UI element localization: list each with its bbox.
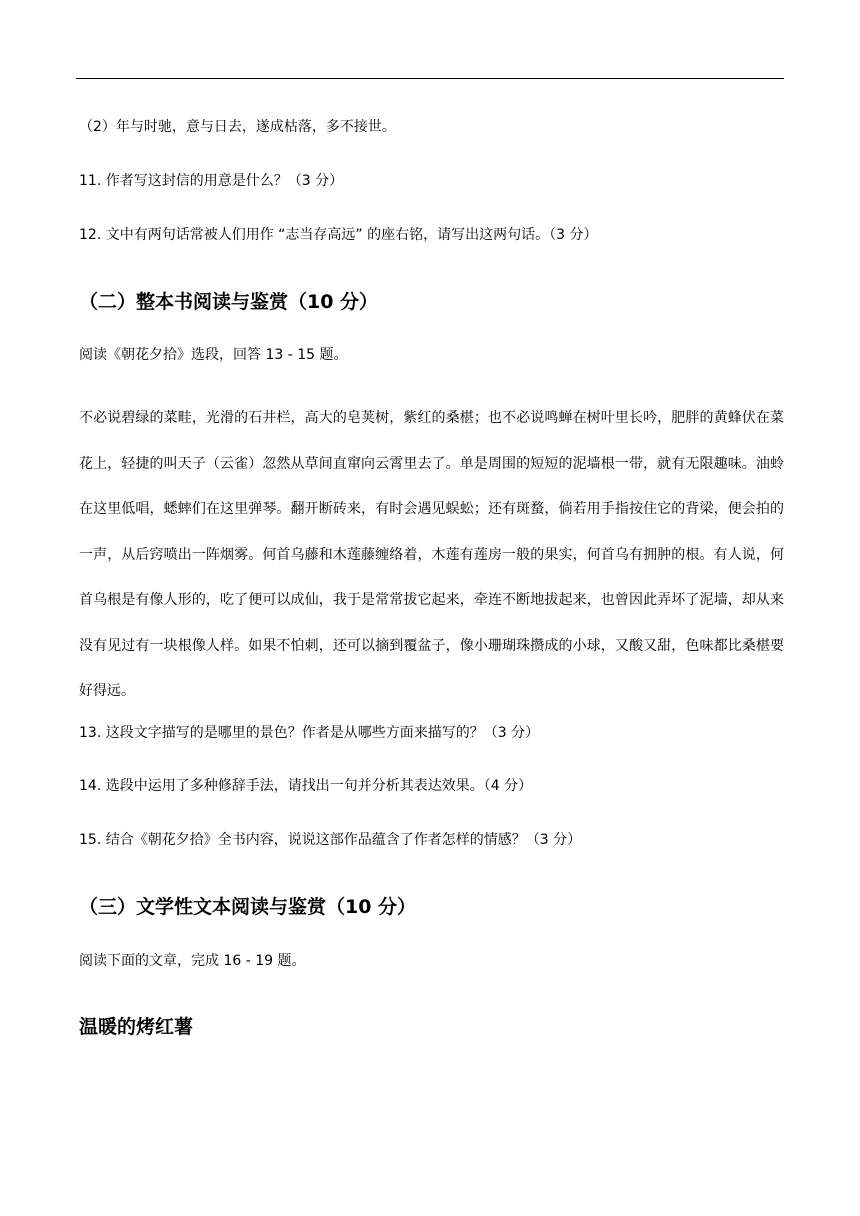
section-2-passage: 不必说碧绿的菜畦，光滑的石井栏，高大的皂荚树，紫红的桑椹；也不必说鸣蝉在树叶里长吟，肥胖的黄蜂伏在菜花上，轻捷的叫天子（云雀）忽然从草间直窜向云霄里去了。单是周围的短短的泥墙根一带，就有无限趣味。油蛉在这里低唱，蟋蟀们在这里弹琴。翻开断砖来，有时会遇见蜈蚣；还有斑蝥，倘若用手指按住它的背梁，便会拍的一声，从后窍喷出一阵烟雾。何首乌藤和木莲藤缠络着，木莲有莲房一般的果实，何首乌有拥肿的根。有人说，何首乌根是有像人形的，吃了便可以成仙，我于是常常拔它起来，牵连不断地拔起来，也曾因此弄坏了泥墙，却从来没有见过有一块根像人样。如果不怕刺，还可以摘到覆盆子，像小珊瑚珠攒成的小球，又酸又甜，色味都比桑椹要好得远。 [79, 410, 784, 699]
section-3-heading: （三）文学性文本阅读与鉴赏（10 分） [79, 896, 417, 918]
question-13: 13. 这段文字描写的是哪里的景色？作者是从哪些方面来描写的？（3 分） [79, 725, 540, 741]
header-rule [76, 78, 784, 79]
article-title: 温暖的烤红薯 [79, 1016, 194, 1038]
question-14: 14. 选段中运用了多种修辞手法，请找出一句并分析其表达效果。（4 分） [79, 778, 533, 794]
question-11: 11. 作者写这封信的用意是什么？（3 分） [79, 173, 344, 189]
section-2-instruction: 阅读《朝花夕拾》选段，回答 13 - 15 题。 [79, 347, 348, 363]
question-12: 12. 文中有两句话常被人们用作 “志当存高远” 的座右铭，请写出这两句话。（3 分） [79, 227, 598, 243]
section-2-heading: （二）整本书阅读与鉴赏（10 分） [79, 291, 379, 313]
question-10-item-2: （2）年与时驰，意与日去，遂成枯落，多不接世。 [79, 119, 396, 135]
section-3-instruction: 阅读下面的文章，完成 16 - 19 题。 [79, 953, 306, 969]
question-15: 15. 结合《朝花夕拾》全书内容，说说这部作品蕴含了作者怎样的情感？（3 分） [79, 832, 582, 848]
